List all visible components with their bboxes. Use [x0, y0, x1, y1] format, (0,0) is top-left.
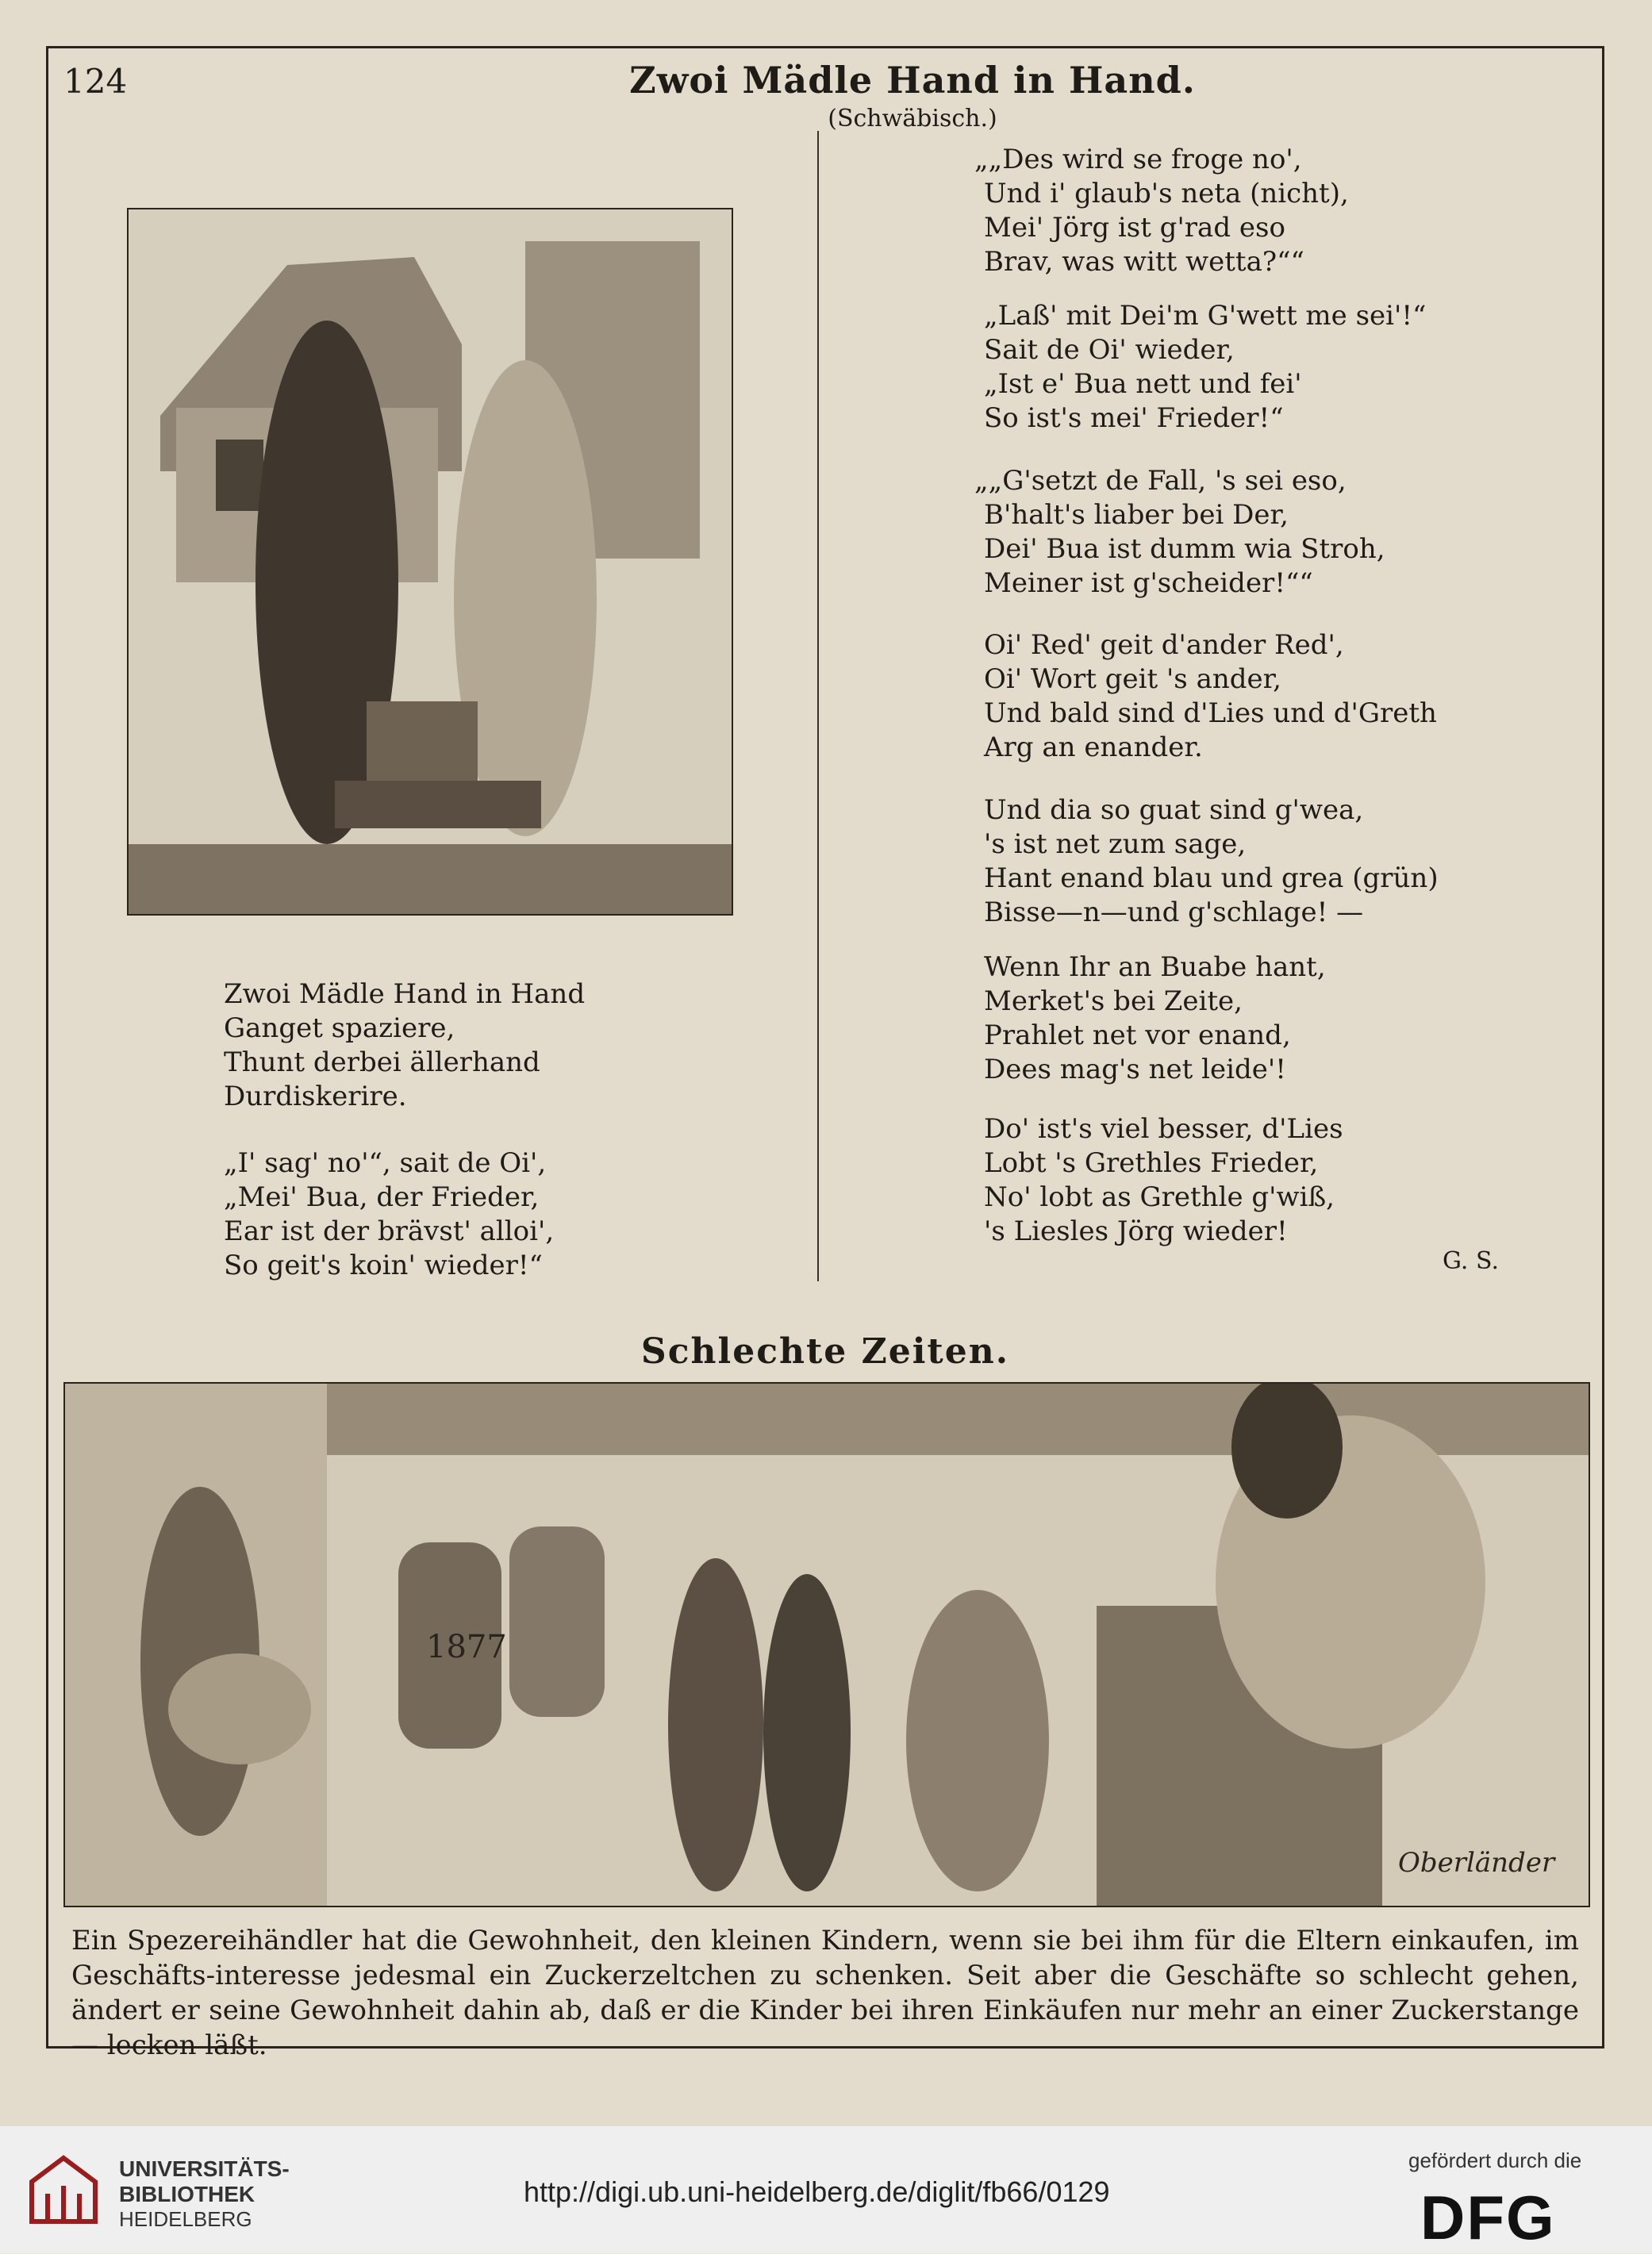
- poem-line: Do' ist's viel besser, d'Lies: [984, 1113, 1343, 1145]
- library-city: HEIDELBERG: [119, 2207, 252, 2231]
- poem-line: „Laß' mit Dei'm G'wett me sei'!“: [984, 300, 1427, 332]
- barrel-right: [509, 1526, 605, 1717]
- grocer-shop-illustration: [63, 1382, 1590, 1907]
- poem-line: Und dia so guat sind g'wea,: [984, 794, 1364, 826]
- library-logo-icon: [24, 2150, 103, 2229]
- poem-line: „I' sag' no'“, sait de Oi',: [224, 1147, 547, 1179]
- poem-line: Oi' Red' geit d'ander Red',: [984, 629, 1344, 661]
- poem-line: Arg an enander.: [984, 731, 1203, 763]
- poem-line: Bisse—n—und g'schlage! —: [984, 897, 1364, 928]
- poem-line: Ear ist der brävst' alloi',: [224, 1215, 555, 1247]
- permalink-url[interactable]: http://digi.ub.uni-heidelberg.de/diglit/fb66/0129: [524, 2175, 1110, 2208]
- poem-line: Merket's bei Zeite,: [984, 985, 1243, 1017]
- column-divider: [817, 131, 819, 1281]
- barrel-label: 1877: [426, 1629, 507, 1665]
- poem-line: Dei' Bua ist dumm wia Stroh,: [984, 533, 1385, 565]
- poem-line: Prahlet net vor enand,: [984, 1019, 1291, 1051]
- poem-line: „Ist e' Bua nett und fei': [984, 368, 1302, 400]
- poem-line: Meiner ist g'scheider!““: [984, 567, 1313, 599]
- poem-line: Mei' Jörg ist g'rad eso: [984, 212, 1285, 244]
- poem-line: No' lobt as Grethle g'wiß,: [984, 1181, 1335, 1213]
- poem-line: Lobt 's Grethles Frieder,: [984, 1147, 1319, 1179]
- poem-line: „„Des wird se froge no',: [974, 144, 1302, 175]
- poem-line: „Mei' Bua, der Frieder,: [224, 1181, 540, 1213]
- poem-line: 's Liesles Jörg wieder!: [984, 1215, 1288, 1247]
- section-title: Schlechte Zeiten.: [640, 1331, 1010, 1372]
- library-name: UNIVERSITÄTS- BIBLIOTHEK: [119, 2156, 290, 2206]
- poem-line: Durdiskerire.: [224, 1081, 407, 1112]
- artist-signature: Oberländer: [1398, 1847, 1555, 1879]
- funded-by-label: gefördert durch die: [1408, 2148, 1582, 2172]
- poem-line: Und bald sind d'Lies und d'Greth: [984, 697, 1437, 729]
- page-number: 124: [63, 62, 128, 101]
- poem-line: Dees mag's net leide'!: [984, 1054, 1286, 1085]
- two-girls-at-well-illustration: [127, 208, 733, 916]
- poem-line: Oi' Wort geit 's ander,: [984, 663, 1281, 695]
- poem-line: Thunt derbei ällerhand: [224, 1046, 540, 1078]
- poem-line: Wenn Ihr an Buabe hant,: [984, 951, 1326, 983]
- poem-line: So ist's mei' Frieder!“: [984, 402, 1284, 434]
- poem-line: B'halt's liaber bei Der,: [984, 499, 1289, 531]
- viewer-footer: [0, 2126, 1652, 2253]
- poem-title: Zwoi Mädle Hand in Hand.: [629, 59, 1196, 102]
- poem-line: „„G'setzt de Fall, 's sei eso,: [974, 465, 1347, 497]
- poem-signature: G. S.: [1443, 1247, 1499, 1275]
- poem-subtitle: (Schwäbisch.): [828, 105, 997, 132]
- poem-line: Ganget spaziere,: [224, 1012, 455, 1044]
- poem-line: Brav, was witt wetta?““: [984, 246, 1304, 278]
- poem-line: Zwoi Mädle Hand in Hand: [224, 978, 586, 1010]
- poem-line: So geit's koin' wieder!“: [224, 1250, 543, 1281]
- poem-line: Sait de Oi' wieder,: [984, 334, 1235, 366]
- poem-line: Hant enand blau und grea (grün): [984, 862, 1439, 894]
- illustration-caption: Ein Spezereihändler hat die Gewohnheit, den kleinen Kindern, wenn sie bei ihm für die Eltern einkaufen, im Geschäfts-interesse jedesmal ein Zuckerzeltchen zu schenken. Seit aber die Geschäfte so schlecht gehen, ändert er seine Gewohnheit dahin ab, daß er die Kinder bei ihren Einkäufen nur mehr an einer Zuckerstange — lecken läßt.: [71, 1925, 1579, 2061]
- dfg-logo: DFG: [1420, 2183, 1556, 2252]
- poem-line: 's ist net zum sage,: [984, 828, 1247, 860]
- poem-line: Und i' glaub's neta (nicht),: [984, 178, 1349, 209]
